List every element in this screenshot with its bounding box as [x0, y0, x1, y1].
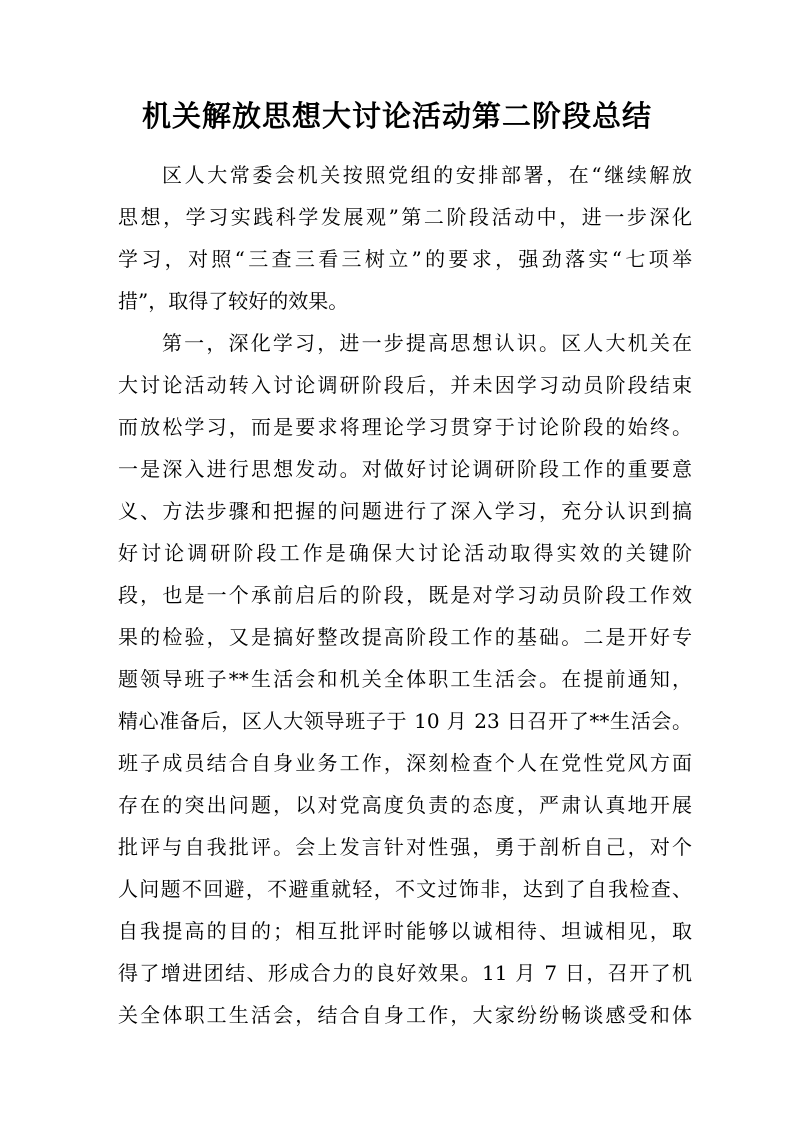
paragraph-line: 自我提高的目的；相互批评时能够以诚相待、坦诚相见，取 — [118, 919, 692, 943]
paragraph-line: 大讨论活动转入讨论调研阶段后，并未因学习动员阶段结束 — [118, 373, 692, 397]
paragraph-line: 关全体职工生活会，结合自身工作，大家纷纷畅谈感受和体 — [118, 1003, 692, 1027]
paragraph-line: 段，也是一个承前启后的阶段，既是对学习动员阶段工作效 — [118, 583, 692, 607]
paragraph-line: 第一，深化学习，进一步提高思想认识。区人大机关在 — [162, 331, 692, 355]
paragraph-line: 精心准备后，区人大领导班子于 10 月 23 日召开了**生活会。 — [118, 709, 692, 733]
paragraph-line: 班子成员结合自身业务工作，深刻检查个人在党性党风方面 — [118, 751, 692, 775]
paragraph-line: 一是深入进行思想发动。对做好讨论调研阶段工作的重要意 — [118, 457, 692, 481]
document-title: 机关解放思想大讨论活动第二阶段总结 — [141, 99, 652, 133]
paragraph-line: 题领导班子**生活会和机关全体职工生活会。在提前通知， — [118, 667, 692, 691]
paragraph-line: 批评与自我批评。会上发言针对性强，勇于剖析自己，对个 — [118, 835, 692, 859]
paragraph-line: 学习，对照“三查三看三树立”的要求，强劲落实“七项举 — [118, 247, 692, 271]
paragraph-line: 措”，取得了较好的效果。 — [118, 289, 349, 313]
paragraph-line: 思想，学习实践科学发展观”第二阶段活动中，进一步深化 — [118, 205, 692, 229]
paragraph-line: 区人大常委会机关按照党组的安排部署，在“继续解放 — [162, 163, 692, 187]
paragraph-line: 人问题不回避，不避重就轻，不文过饰非，达到了自我检查、 — [118, 877, 692, 901]
paragraph-line: 果的检验，又是搞好整改提高阶段工作的基础。二是开好专 — [118, 625, 692, 649]
paragraph-line: 而放松学习，而是要求将理论学习贯穿于讨论阶段的始终。 — [118, 415, 692, 439]
paragraph-line: 存在的突出问题，以对党高度负责的态度，严肃认真地开展 — [118, 793, 692, 817]
paragraph-line: 好讨论调研阶段工作是确保大讨论活动取得实效的关键阶 — [118, 541, 692, 565]
paragraph-line: 义、方法步骤和把握的问题进行了深入学习，充分认识到搞 — [118, 499, 692, 523]
paragraph-line: 得了增进团结、形成合力的良好效果。11 月 7 日，召开了机 — [118, 961, 692, 985]
